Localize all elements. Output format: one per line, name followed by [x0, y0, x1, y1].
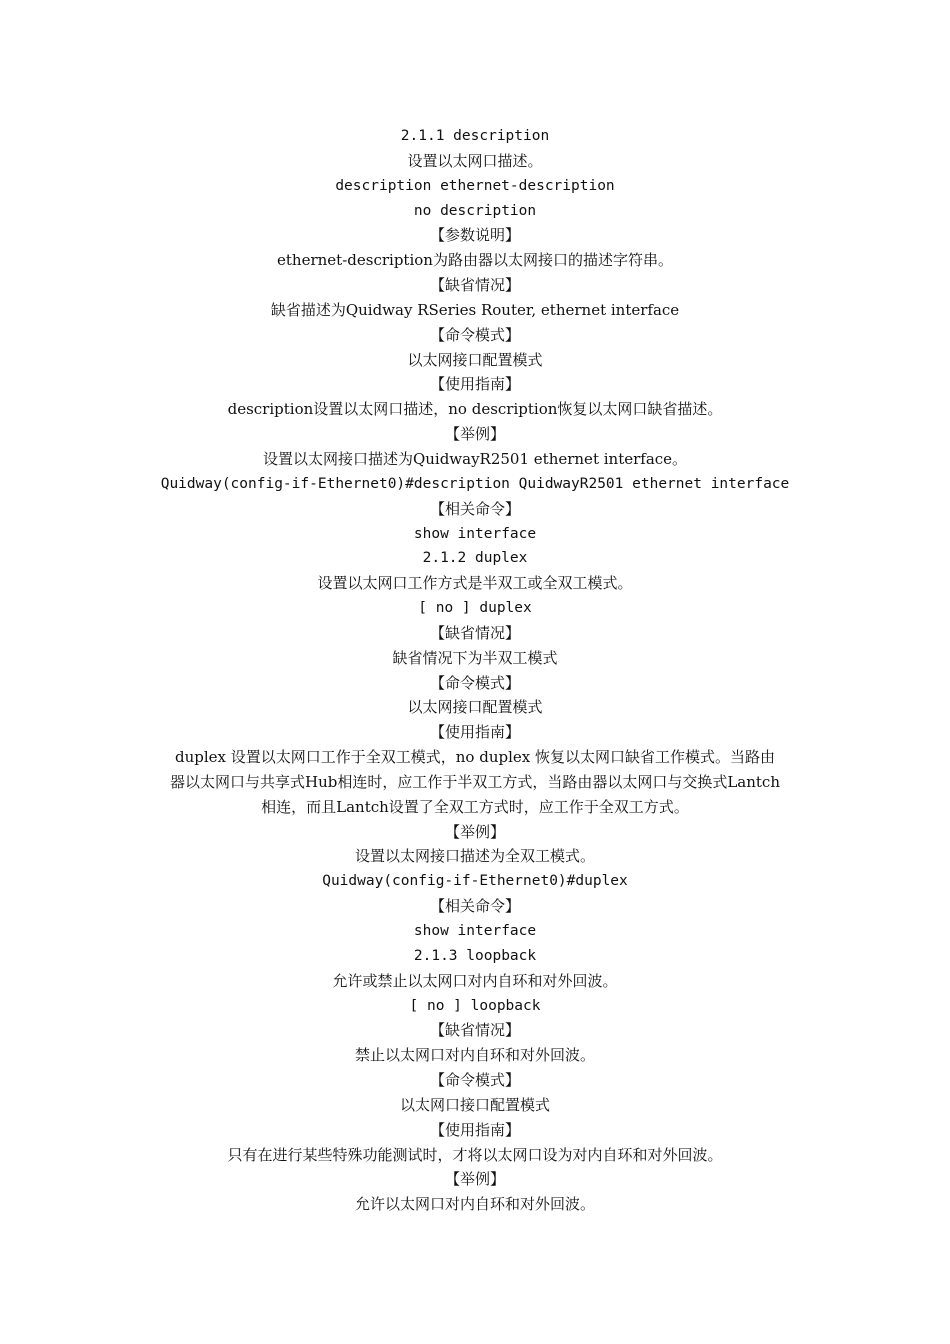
- command-mode-text: 以太网口接口配置模式: [399, 1095, 550, 1114]
- command-summary: 设置以太网口描述。: [407, 151, 543, 170]
- usage-guide-line: 器以太网口与共享式Hub相连时，应工作于半双工方式，当路由器以太网口与交换式Lantch: [169, 772, 780, 791]
- default-text: 禁止以太网口对内自环和对外回波。: [354, 1046, 595, 1065]
- usage-guide-line: duplex 设置以太网口工作于全双工模式，no duplex 恢复以太网口缺省工作模式。当路由: [175, 748, 775, 767]
- example-command: Quidway(config-if-Ethernet0)#duplex: [322, 873, 628, 890]
- command-summary: 设置以太网口工作方式是半双工或全双工模式。: [317, 574, 633, 593]
- usage-guide-line: 相连，而且Lantch设置了全双工方式时，应工作于全双工方式。: [261, 797, 689, 816]
- command-syntax: [ no ] loopback: [409, 997, 541, 1014]
- section-loopback: [0, 944, 950, 1217]
- label-example: 【举例】: [444, 1170, 505, 1189]
- label-command-mode: 【命令模式】: [429, 673, 520, 692]
- command-syntax: [ no ] duplex: [418, 600, 532, 617]
- example-text: 设置以太网接口描述为QuidwayR2501 ethernet interface。: [262, 449, 688, 468]
- label-default: 【缺省情况】: [429, 623, 520, 642]
- label-related-commands: 【相关命令】: [429, 897, 520, 916]
- usage-guide-text: 只有在进行某些特殊功能测试时，才将以太网口设为对内自环和对外回波。: [227, 1145, 723, 1164]
- label-default: 【缺省情况】: [429, 1021, 520, 1040]
- related-command: show interface: [413, 525, 537, 542]
- document-page: [0, 124, 950, 1217]
- default-text: 缺省情况下为半双工模式: [392, 648, 558, 667]
- usage-guide-text: description设置以太网口描述，no description恢复以太网口缺省描述。: [227, 400, 723, 419]
- default-text: 缺省描述为Quidway RSeries Router, ethernet interface: [270, 300, 680, 319]
- label-usage-guide: 【使用指南】: [429, 375, 520, 394]
- section-description: [0, 124, 950, 546]
- parameters-text: ethernet-description为路由器以太网接口的描述字符串。: [277, 251, 673, 270]
- section-heading: 2.1.2 duplex: [422, 550, 528, 567]
- label-command-mode: 【命令模式】: [429, 325, 520, 344]
- command-syntax: description ethernet-description: [335, 177, 615, 194]
- command-mode-text: 以太网接口配置模式: [407, 698, 543, 717]
- label-example: 【举例】: [444, 425, 505, 444]
- example-text: 设置以太网接口描述为全双工模式。: [354, 847, 595, 866]
- command-summary: 允许或禁止以太网口对内自环和对外回波。: [332, 971, 618, 990]
- command-syntax: no description: [413, 202, 537, 219]
- section-duplex: [0, 546, 950, 944]
- label-command-mode: 【命令模式】: [429, 1071, 520, 1090]
- related-command: show interface: [413, 923, 537, 939]
- label-related-commands: 【相关命令】: [429, 499, 520, 518]
- label-example: 【举例】: [444, 822, 505, 841]
- label-usage-guide: 【使用指南】: [429, 723, 520, 742]
- command-mode-text: 以太网接口配置模式: [407, 350, 543, 369]
- label-default: 【缺省情况】: [429, 276, 520, 295]
- example-text: 允许以太网口对内自环和对外回波。: [354, 1195, 595, 1214]
- section-heading: 2.1.3 loopback: [413, 947, 537, 964]
- section-heading: 2.1.1 description: [400, 128, 550, 144]
- usage-guide-paragraph: [143, 745, 807, 820]
- label-usage-guide: 【使用指南】: [429, 1120, 520, 1139]
- example-command: Quidway(config-if-Ethernet0)#description QuidwayR2501 ethernet interface: [160, 475, 790, 492]
- label-parameters: 【参数说明】: [429, 226, 520, 245]
